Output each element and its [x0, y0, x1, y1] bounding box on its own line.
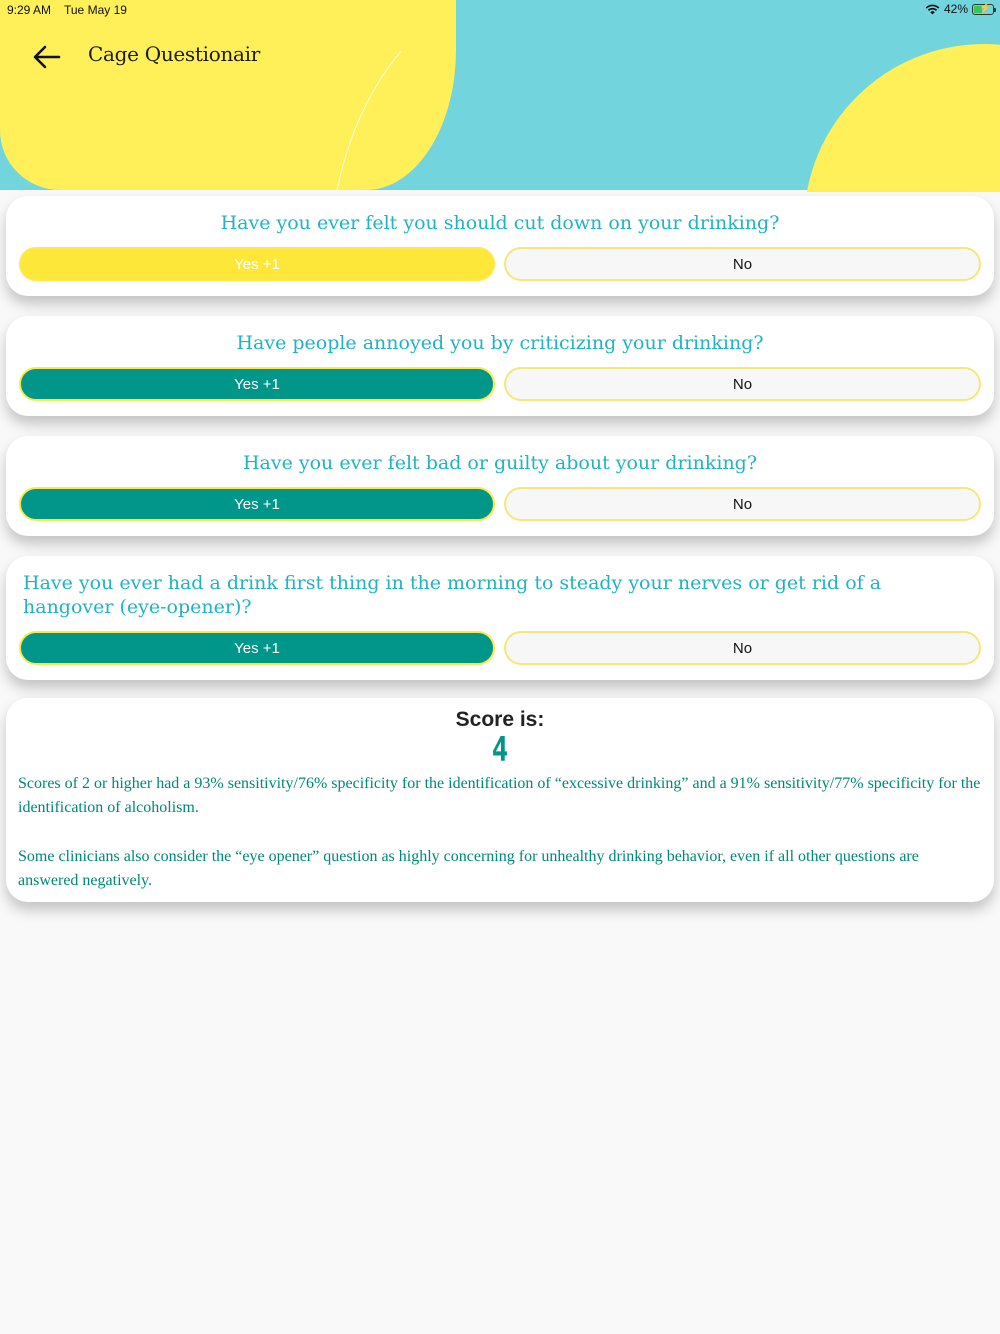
header-background — [0, 0, 1000, 192]
question-card-4 — [6, 556, 994, 680]
battery-icon — [972, 4, 994, 15]
status-bar — [0, 0, 1000, 22]
wifi-icon — [925, 4, 940, 15]
yes-button-4[interactable]: Yes +1 — [19, 631, 495, 665]
question-card-3 — [6, 436, 994, 536]
question-card-2 — [6, 316, 994, 416]
score-description-2: Some clinicians also consider the “eye opener” question as highly concerning for unhealthy drinking behavior, even if all other questions are answered negatively. — [18, 848, 919, 889]
no-button-3[interactable]: No — [504, 487, 981, 521]
score-value: 4 — [491, 730, 509, 770]
question-text-4: Have you ever had a drink first thing in the morning to steady your nerves or get rid of a hangover (eye-opener)? — [23, 572, 882, 618]
charging-bolt-icon: ⚡ — [979, 2, 992, 14]
answer-row-2 — [19, 367, 981, 401]
battery-percent: 42% — [943, 2, 968, 16]
answer-row-4 — [19, 631, 981, 665]
status-right — [925, 2, 994, 16]
yes-button-3[interactable]: Yes +1 — [19, 487, 495, 521]
question-text-3: Have you ever felt bad or guilty about your drinking? — [242, 452, 758, 474]
status-time: 9:29 AM — [7, 3, 52, 17]
answer-row-1 — [19, 247, 981, 281]
no-button-4[interactable]: No — [504, 631, 981, 665]
score-description-1: Scores of 2 or higher had a 93% sensitivity/76% specificity for the identification of “excessive drinking” and a 91% sensitivity/77% specificity for the identification of alcoholism. — [18, 775, 981, 816]
arrow-left-icon — [33, 45, 61, 69]
page-title: Cage Questionair — [88, 42, 261, 66]
question-card-1 — [6, 196, 994, 296]
question-text-2: Have people annoyed you by criticizing your drinking? — [236, 332, 764, 354]
score-label: Score is: — [455, 708, 545, 731]
question-text-1: Have you ever felt you should cut down on your drinking? — [220, 212, 780, 234]
yes-button-2[interactable]: Yes +1 — [19, 367, 495, 401]
no-button-2[interactable]: No — [504, 367, 981, 401]
score-card — [6, 698, 994, 902]
no-button-1[interactable]: No — [504, 247, 981, 281]
yes-button-1[interactable]: Yes +1 — [19, 247, 495, 281]
answer-row-3 — [19, 487, 981, 521]
status-date: Tue May 19 — [64, 3, 127, 17]
back-button[interactable] — [28, 38, 66, 76]
